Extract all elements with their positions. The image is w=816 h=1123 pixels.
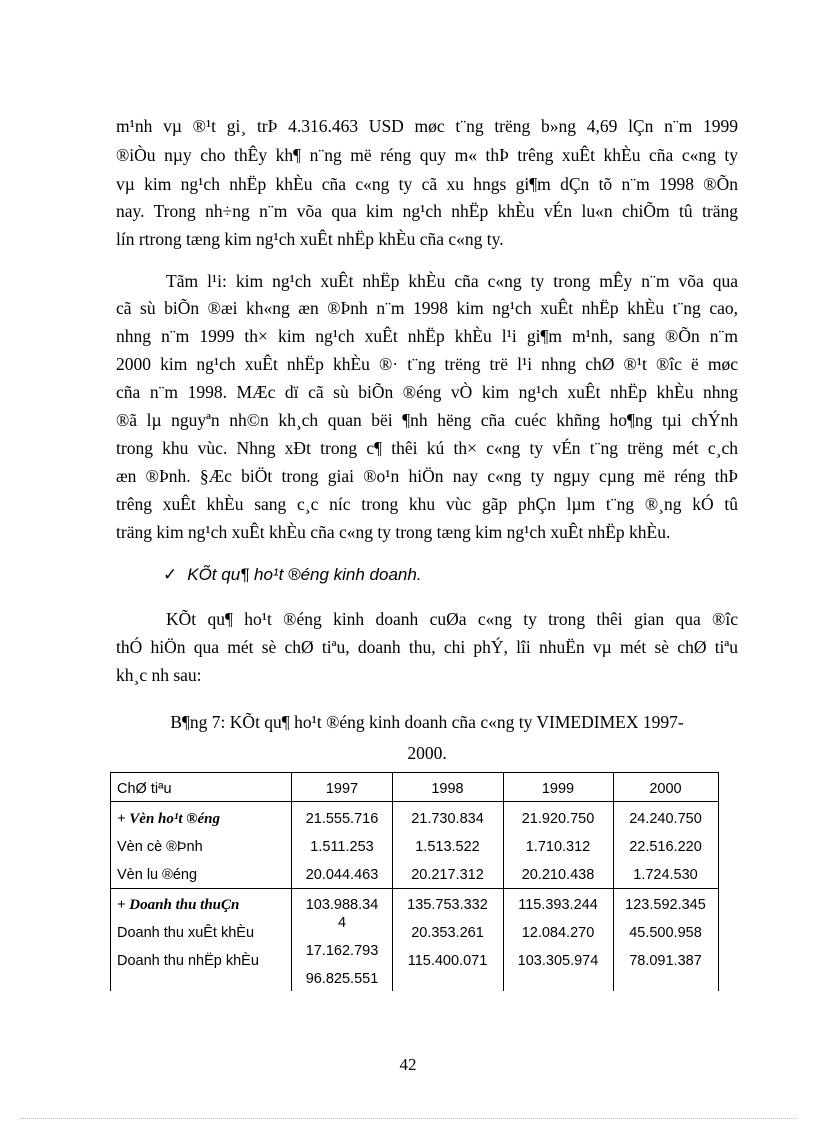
table-caption xyxy=(116,707,738,769)
text-line: m¹nh vµ ®¹t gi¸ trÞ 4.316.463 USD møc t¨ng trëng b»ng 4,69 lÇn n¨m 1999 xyxy=(116,116,738,136)
text-line: 2000 kim ng¹ch xuÊt nhËp khÈu ®· t¨ng trëng trë l¹i nhng chØ ®¹t ®îc ë møc xyxy=(116,354,738,374)
page-bottom-divider xyxy=(20,1118,796,1119)
table-cell: 135.753.332 xyxy=(407,897,488,913)
text-line: träng kim ng¹ch xuÊt khÈu cña c«ng ty trong tæng kim ng¹ch xuÊt nhËp khÈu. xyxy=(116,522,671,542)
page-number: 42 xyxy=(399,1055,417,1074)
table-cell: 4 xyxy=(337,915,347,931)
table-cell: 96.825.551 xyxy=(305,971,379,987)
text-line: trong khu vùc. Nhng xÐt trong c¶ thêi kú th× c«ng ty vÉn t¨ng trëng mét c¸ch xyxy=(116,438,738,458)
header-1999: 1999 xyxy=(541,781,575,797)
section-heading xyxy=(163,565,422,585)
row-label: Vèn lu ®éng xyxy=(117,867,198,883)
table-cell: 1.511.253 xyxy=(310,839,374,855)
table-cell: 123.592.345 xyxy=(625,897,706,913)
table-cell: 21.730.834 xyxy=(411,811,484,827)
text-line: nay. Trong nh÷ng n¨m võa qua kim ng¹ch nhËp khÈu vÉn lu«n chiÕm tû träng xyxy=(116,201,738,221)
text-line: ®ã lµ nguyªn nh©n kh¸ch quan bëi ¶nh hëng cña cuéc khñng ho¶ng tµi chÝnh xyxy=(116,410,738,430)
table-cell: 78.091.387 xyxy=(629,953,702,969)
results-table xyxy=(110,772,719,991)
text-line: nhng n¨m 1999 th× kim ng¹ch xuÊt nhËp khÈu l¹i gi¶m m¹nh, sang ®Õn n¨m xyxy=(116,326,738,346)
row-label: + Vèn ho¹t ®éng xyxy=(117,811,221,827)
header-indicator: ChØ tiªu xyxy=(117,781,172,797)
header-2000: 2000 xyxy=(649,781,682,797)
table-cell: 12.084.270 xyxy=(521,925,595,941)
text-line: vµ kim ng¹ch nhËp khÈu cña c«ng ty cã xu hngs gi¶m dÇn tõ n¨m 1998 ®Õn xyxy=(116,174,738,194)
row-label: + Doanh thu thuÇn xyxy=(117,897,240,913)
text-line: trêng xuÊt khÈu sang c¸c níc trong khu vùc gãp phÇn lµm t¨ng ®¸ng kÓ tû xyxy=(116,494,738,514)
text-line: ®iÒu nµy cho thÊy kh¶ n¨ng më réng quy m« thÞ trêng xuÊt khÈu cña c«ng ty xyxy=(116,145,738,165)
text-line: thÓ hiÖn qua mét sè chØ tiªu, doanh thu, chi phÝ, lîi nhuËn vµ mét sè chØ tiªu xyxy=(116,637,738,657)
table-cell: 115.400.071 xyxy=(407,953,488,969)
row-label: Vèn cè ®Þnh xyxy=(117,839,203,855)
text-line: KÕt qu¶ ho¹t ®éng kinh doanh cuØa c«ng ty trong thêi gian qua ®îc xyxy=(166,609,738,629)
row-label: Doanh thu xuÊt khÈu xyxy=(117,925,255,941)
table-cell: 103.988.34 xyxy=(305,897,379,913)
text-line: cña n¨m 1998. MÆc dï cã sù biÕn ®éng vÒ kim ng¹ch xuÊt nhËp khÈu nhng xyxy=(116,382,738,402)
table-cell: 1.724.530 xyxy=(633,867,698,883)
text-line: Tãm l¹i: kim ng¹ch xuÊt nhËp khÈu cña c«ng ty trong mÊy n¨m võa qua xyxy=(166,271,738,291)
table-cell: 103.305.974 xyxy=(517,953,599,969)
table-cell: 1.710.312 xyxy=(525,839,591,855)
table-cell: 20.210.438 xyxy=(521,867,595,883)
section-heading-text: KÕt qu¶ ho¹t ®éng kinh doanh. xyxy=(187,565,422,584)
checkmark-icon: ✓ xyxy=(163,565,178,584)
row-label: Doanh thu nhËp khÈu xyxy=(117,953,259,969)
text-line: æn ®Þnh. §Æc biÖt trong giai ®o¹n hiÖn nay c«ng ty ngµy cµng më réng thÞ xyxy=(116,466,738,486)
table-cell: 24.240.750 xyxy=(629,811,702,827)
header-1997: 1997 xyxy=(325,781,359,797)
table-cell: 45.500.958 xyxy=(629,925,702,941)
text-line: cã sù biÕn ®æi kh«ng æn ®Þnh n¨m 1998 kim ng¹ch xuÊt nhËp khÈu t¨ng cao, xyxy=(116,298,738,318)
table-cell: 1.513.522 xyxy=(415,839,480,855)
table-cell: 20.044.463 xyxy=(305,867,379,883)
header-1998: 1998 xyxy=(431,781,464,797)
table-cell: 20.353.261 xyxy=(411,925,484,941)
table-caption-line: B¶ng 7: KÕt qu¶ ho¹t ®éng kinh doanh cña c«ng ty VIMEDIMEX 1997- xyxy=(170,712,684,732)
table-cell: 115.393.244 xyxy=(518,897,598,913)
table-cell: 21.920.750 xyxy=(521,811,595,827)
table-cell: 22.516.220 xyxy=(629,839,702,855)
text-line: lín rtrong tæng kim ng¹ch xuÊt nhËp khÈu cña c«ng ty. xyxy=(116,229,504,249)
table-cell: 21.555.716 xyxy=(305,811,379,827)
text-line: kh¸c nh sau: xyxy=(116,665,202,685)
table-cell: 20.217.312 xyxy=(411,867,484,883)
table-cell: 17.162.793 xyxy=(305,943,379,959)
table-caption-line: 2000. xyxy=(407,743,447,763)
